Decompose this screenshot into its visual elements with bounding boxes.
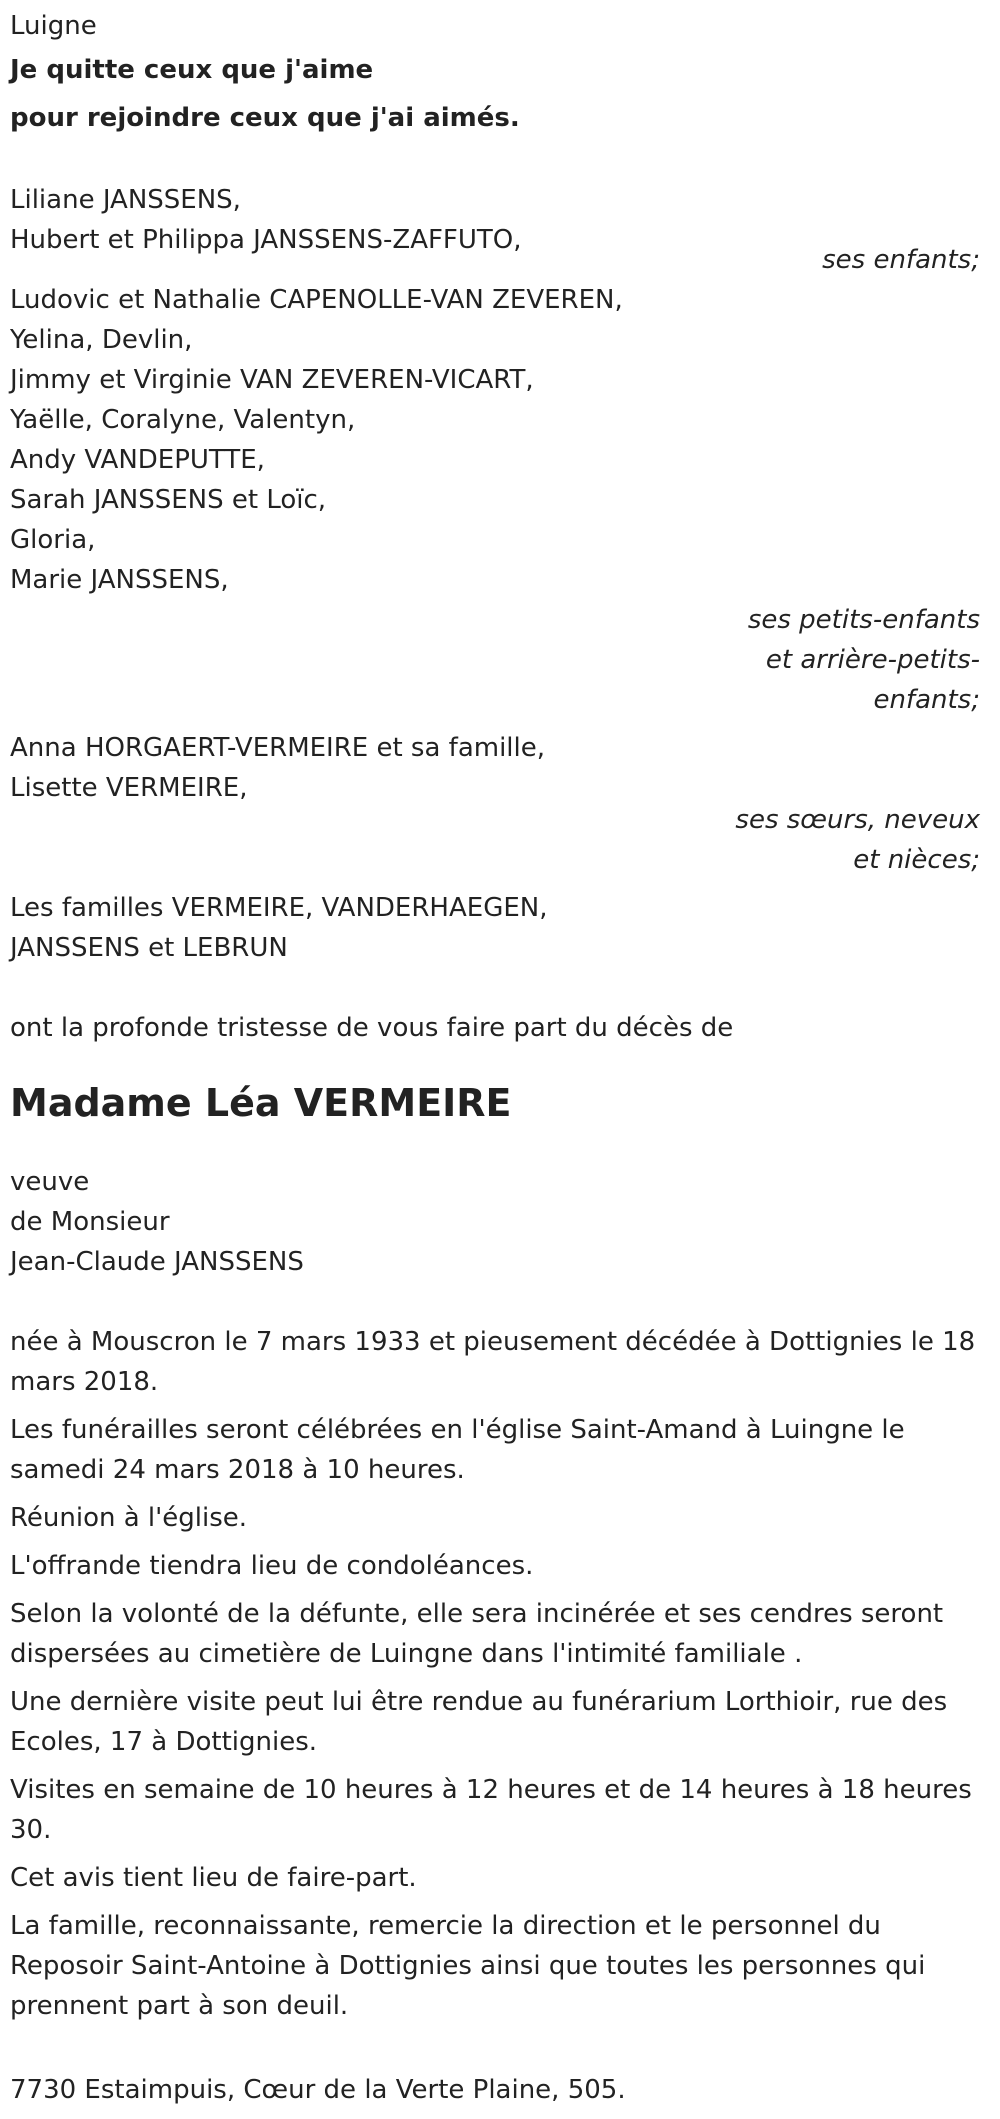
location-line: Luigne bbox=[10, 11, 97, 41]
family-member: Sarah JANSSENS et Loïc, bbox=[10, 485, 327, 515]
family-group-grandchildren bbox=[10, 280, 990, 720]
detail-paragraph: Réunion à l'église. bbox=[10, 1503, 248, 1533]
relation-label: enfants; bbox=[873, 685, 980, 715]
widow-line: de Monsieur bbox=[10, 1207, 170, 1237]
family-member: Gloria, bbox=[10, 525, 96, 555]
detail-paragraph: Les funérailles seront célébrées en l'église Saint-Amand à Luingne le samedi 24 mars 2018 à 10 heures. bbox=[10, 1415, 905, 1485]
details-block bbox=[10, 1322, 990, 2026]
detail-paragraph: Une dernière visite peut lui être rendue au funérarium Lorthioir, rue des Ecoles, 17 à Dottignies. bbox=[10, 1687, 948, 1757]
family-group-siblings bbox=[10, 728, 990, 880]
announcement-text: ont la profonde tristesse de vous faire part du décès de bbox=[10, 1013, 734, 1043]
detail-paragraph: Visites en semaine de 10 heures à 12 heures et de 14 heures à 18 heures 30. bbox=[10, 1775, 972, 1845]
detail-paragraph: Cet avis tient lieu de faire-part. bbox=[10, 1863, 417, 1893]
family-group-children bbox=[10, 180, 990, 280]
widow-line: veuve bbox=[10, 1167, 90, 1197]
widow-line: Jean-Claude JANSSENS bbox=[10, 1247, 304, 1277]
family-member: Liliane JANSSENS, bbox=[10, 185, 241, 215]
family-member: Anna HORGAERT-VERMEIRE et sa famille, bbox=[10, 733, 546, 763]
family-member: Yelina, Devlin, bbox=[10, 325, 193, 355]
relation-label: ses sœurs, neveux bbox=[735, 805, 980, 835]
family-member: Jimmy et Virginie VAN ZEVEREN-VICART, bbox=[10, 365, 534, 395]
relation-label: ses enfants; bbox=[822, 245, 980, 275]
family-member: Ludovic et Nathalie CAPENOLLE-VAN ZEVEREN, bbox=[10, 285, 623, 315]
family-member: Lisette VERMEIRE, bbox=[10, 773, 248, 803]
widow-block bbox=[10, 1162, 990, 1282]
family-member: Yaëlle, Coralyne, Valentyn, bbox=[10, 405, 356, 435]
epitaph-line-2: pour rejoindre ceux que j'ai aimés. bbox=[10, 103, 520, 133]
detail-paragraph: L'offrande tiendra lieu de condoléances. bbox=[10, 1551, 534, 1581]
obituary-notice bbox=[0, 6, 1000, 2110]
deceased-name: Madame Léa VERMEIRE bbox=[10, 1081, 512, 1125]
family-member: Les familles VERMEIRE, VANDERHAEGEN, bbox=[10, 893, 548, 923]
family-group-extended bbox=[10, 888, 990, 968]
family-member: Andy VANDEPUTTE, bbox=[10, 445, 265, 475]
family-member: Marie JANSSENS, bbox=[10, 565, 229, 595]
detail-paragraph: La famille, reconnaissante, remercie la direction et le personnel du Reposoir Saint-Antoine à Dottignies ainsi que toutes les personnes qui prennent part à son deuil. bbox=[10, 1911, 926, 2021]
detail-paragraph: née à Mouscron le 7 mars 1933 et pieusement décédée à Dottignies le 18 mars 2018. bbox=[10, 1327, 976, 1397]
relation-label: et nièces; bbox=[853, 845, 980, 875]
relation-label: ses petits-enfants bbox=[747, 605, 980, 635]
address-line: 7730 Estaimpuis, Cœur de la Verte Plaine, 505. bbox=[10, 2075, 626, 2105]
detail-paragraph: Selon la volonté de la défunte, elle sera incinérée et ses cendres seront dispersées au cimetière de Luingne dans l'intimité familiale . bbox=[10, 1599, 944, 1669]
epitaph-line-1: Je quitte ceux que j'aime bbox=[10, 55, 374, 85]
relation-label: et arrière-petits- bbox=[765, 645, 980, 675]
family-member: Hubert et Philippa JANSSENS-ZAFFUTO, bbox=[10, 225, 522, 255]
family-member: JANSSENS et LEBRUN bbox=[10, 933, 288, 963]
